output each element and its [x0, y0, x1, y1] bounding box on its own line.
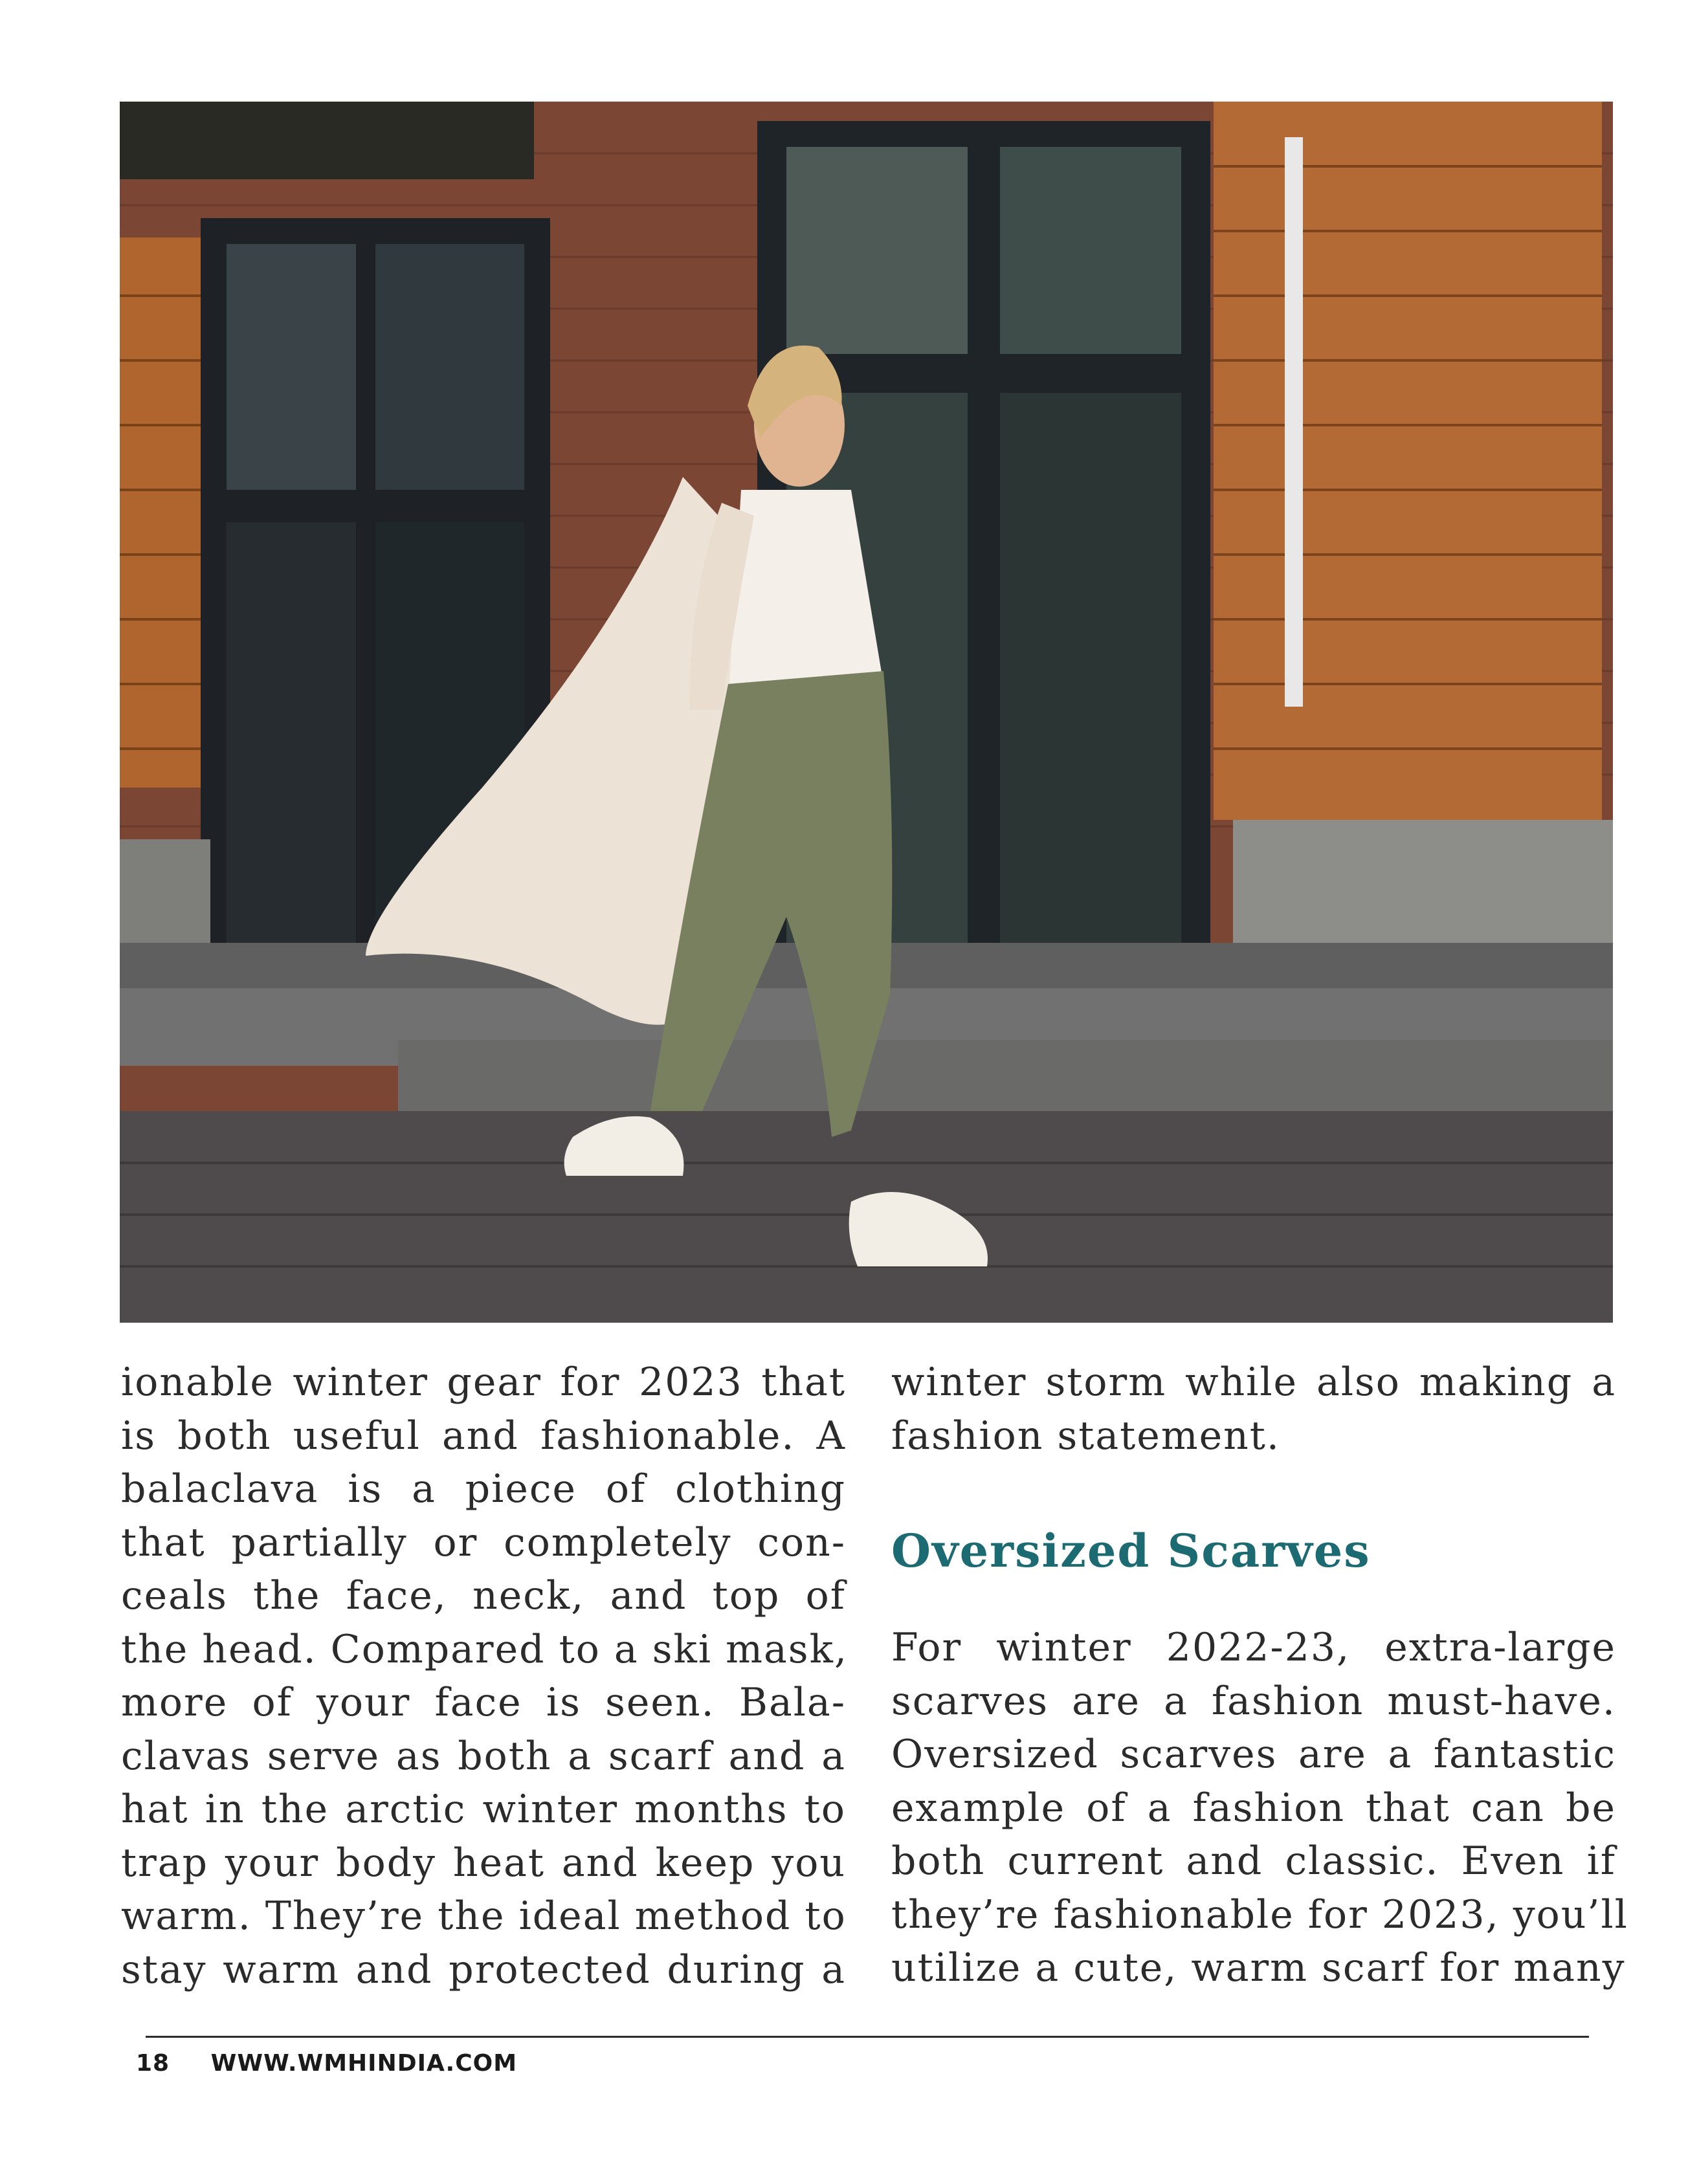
website-link[interactable]: WWW.WMHINDIA.COM [210, 2050, 518, 2077]
right-column-intro [891, 1356, 1616, 1462]
text-line: the head. Compared to a ski mask, [121, 1626, 849, 1672]
text-line: clavas serve as both a scarf and a [121, 1733, 846, 1779]
text-line: ceals the face, neck, and top of [121, 1573, 846, 1618]
footer-divider [146, 2036, 1589, 2038]
text-line: they’re fashionable for 2023, you’ll [891, 1892, 1628, 1937]
text-line: is both useful and fashionable. A [121, 1413, 846, 1459]
page-footer [136, 2050, 517, 2077]
left-column [121, 1356, 849, 1996]
text-line: more of your face is seen. Bala- [121, 1680, 846, 1725]
text-line: fashion statement. [891, 1413, 1280, 1459]
right-column-body [891, 1621, 1628, 1995]
text-line: warm. They’re the ideal method to [121, 1893, 847, 1939]
text-line: example of a fashion that can be [891, 1785, 1616, 1831]
text-line: Oversized scarves are a fantastic [891, 1732, 1616, 1777]
text-line: that partially or completely con- [121, 1519, 846, 1565]
section-heading: Oversized Scarves [891, 1524, 1371, 1578]
text-line: scarves are a fashion must-have. [891, 1678, 1616, 1724]
fashion-photo-icon [120, 102, 1613, 1323]
text-line: balaclava is a piece of clothing [121, 1466, 846, 1512]
page-number: 18 [136, 2050, 170, 2077]
text-line: trap your body heat and keep you [121, 1840, 846, 1886]
text-line: stay warm and protected during a [121, 1947, 846, 1992]
text-line: both current and classic. Even if [891, 1838, 1616, 1884]
text-line: utilize a cute, warm scarf for many [891, 1945, 1626, 1991]
hero-photo [120, 102, 1613, 1323]
text-line: For winter 2022-23, extra-large [891, 1625, 1616, 1670]
text-line: hat in the arctic winter months to [121, 1787, 846, 1832]
text-line: ionable winter gear for 2023 that [121, 1360, 846, 1405]
text-line: winter storm while also making a [891, 1360, 1616, 1405]
